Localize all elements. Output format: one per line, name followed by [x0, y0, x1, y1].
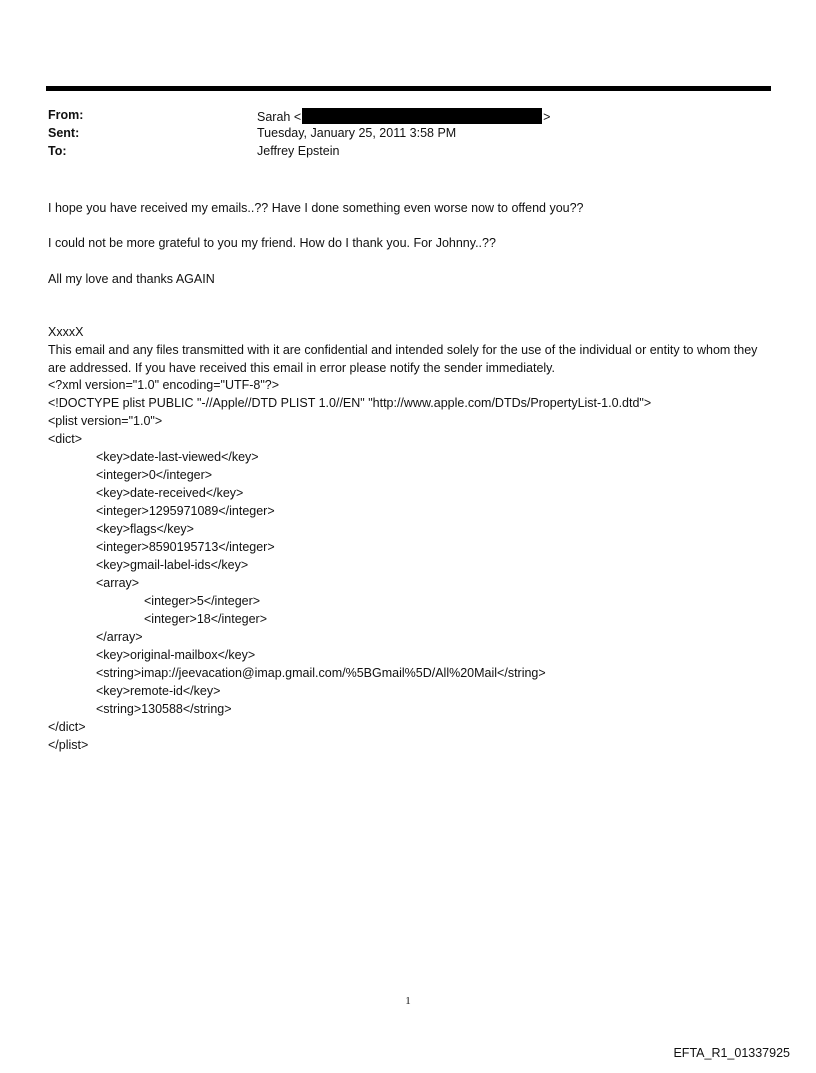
from-value [257, 108, 550, 124]
plist-line: <key>gmail-label-ids</key> [96, 558, 249, 572]
body-paragraph-3: All my love and thanks AGAIN [48, 272, 215, 286]
plist-line: <key>original-mailbox</key> [96, 648, 256, 662]
plist-line: <!DOCTYPE plist PUBLIC "-//Apple//DTD PLIST 1.0//EN" "http://www.apple.com/DTDs/PropertyList-1.0.dtd"> [48, 396, 652, 410]
to-value: Jeffrey Epstein [257, 144, 340, 158]
to-label: To: [48, 144, 67, 158]
sent-label: Sent: [48, 126, 80, 140]
plist-line: <integer>8590195713</integer> [96, 540, 275, 554]
plist-line: <string>imap://jeevacation@imap.gmail.com/%5BGmail%5D/All%20Mail</string> [96, 666, 546, 680]
plist-line: <plist version="1.0"> [48, 414, 163, 428]
plist-block [48, 376, 651, 754]
plist-line: <key>date-received</key> [96, 486, 244, 500]
disclaimer: This email and any files transmitted with it are confidential and intended solely for the use of the individual or entity to whom they are addressed. If you have received this email in error please notify the sender immediately. [48, 343, 758, 375]
plist-line: </plist> [48, 738, 89, 752]
plist-line: <dict> [48, 432, 83, 446]
signature: XxxxX [48, 325, 84, 339]
sent-value: Tuesday, January 25, 2011 3:58 PM [257, 126, 457, 140]
plist-line: <key>flags</key> [96, 522, 194, 536]
from-label: From: [48, 108, 84, 122]
plist-line: </array> [96, 630, 143, 644]
plist-line: <integer>0</integer> [96, 468, 213, 482]
plist-line: <integer>1295971089</integer> [96, 504, 275, 518]
plist-line: </dict> [48, 720, 86, 734]
plist-line: <string>130588</string> [96, 702, 232, 716]
bates-number: EFTA_R1_01337925 [673, 1046, 790, 1060]
body-paragraph-2: I could not be more grateful to you my friend. How do I thank you. For Johnny..?? [48, 236, 496, 250]
plist-line: <key>remote-id</key> [96, 684, 221, 698]
from-name: Sarah < [257, 110, 302, 124]
redaction-bar [302, 108, 542, 124]
plist-line: <integer>18</integer> [144, 612, 268, 626]
plist-line: <?xml version="1.0" encoding="UTF-8"?> [48, 378, 280, 392]
plist-line: <integer>5</integer> [144, 594, 261, 608]
header-rule [46, 86, 771, 91]
body-paragraph-1: I hope you have received my emails..?? Have I done something even worse now to offend you?? [48, 201, 584, 215]
plist-line: <array> [96, 576, 140, 590]
page-number: 1 [405, 995, 411, 1007]
plist-line: <key>date-last-viewed</key> [96, 450, 259, 464]
from-close: > [543, 110, 551, 124]
